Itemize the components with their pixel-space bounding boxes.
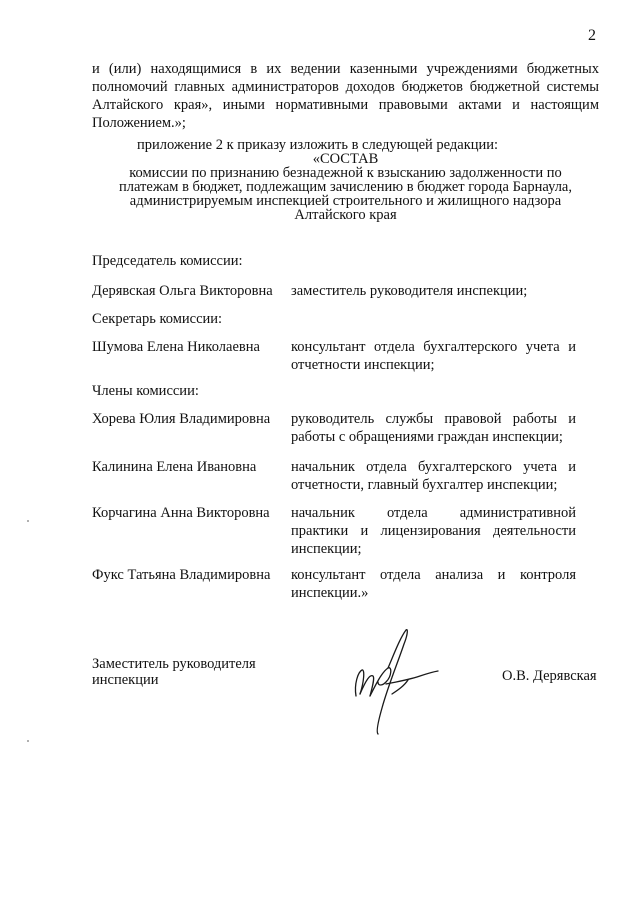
scan-mark [27, 740, 29, 742]
signatory-position-line: инспекции [92, 672, 159, 688]
title-line: комиссии по признанию безнадежной к взысканию задолженности по [129, 165, 562, 181]
title-line: платежам в бюджет, подлежащим зачислению в бюджет города Барнаула, [119, 179, 572, 195]
intro-line: Алтайского края», иными нормативными правовыми актами и настоящим [92, 97, 599, 113]
position-line: начальник отдела бухгалтерского учета и [291, 459, 576, 475]
position-line: отчетности инспекции; [291, 357, 435, 373]
member-name: Калинина Елена Ивановна [92, 459, 257, 475]
position-line: консультант отдела анализа и контроля [291, 567, 576, 583]
intro-line: Положением.»; [92, 115, 186, 131]
page-number: 2 [588, 27, 596, 44]
title-line: «СОСТАВ [312, 151, 379, 167]
member-position [291, 504, 576, 558]
title-line: Алтайского края [294, 207, 397, 223]
signatory-name: О.В. Дерявская [502, 668, 597, 684]
scan-mark [27, 520, 29, 522]
position-line: работы с обращениями граждан инспекции; [291, 429, 563, 445]
composition-title [92, 152, 599, 222]
secretary-heading: Секретарь комиссии: [92, 311, 223, 327]
handwritten-signature [348, 624, 443, 739]
member-position [291, 338, 576, 374]
member-name: Хорева Юлия Владимировна [92, 411, 271, 427]
position-line: начальник отдела административной [291, 505, 576, 521]
intro-paragraph [92, 60, 599, 132]
members-heading: Члены комиссии: [92, 383, 199, 399]
position-line: практики и лицензирования деятельности [291, 523, 576, 539]
member-position [291, 566, 576, 602]
member-position [291, 410, 576, 446]
member-name: Дерявская Ольга Викторовна [92, 283, 273, 299]
position-line: руководитель службы правовой работы и [291, 411, 576, 427]
intro-line: и (или) находящимися в их ведении казенными учреждениями бюджетных [92, 61, 599, 77]
signatory-position [92, 656, 256, 688]
title-line: администрируемым инспекцией строительного и жилищного надзора [129, 193, 562, 209]
position-line: отчетности, главный бухгалтер инспекции; [291, 477, 558, 493]
member-name: Шумова Елена Николаевна [92, 339, 260, 355]
member-position [291, 282, 576, 300]
position-line: консультант отдела бухгалтерского учета и [291, 339, 576, 355]
position-line: инспекции; [291, 541, 362, 557]
position-line: заместитель руководителя инспекции; [291, 283, 528, 299]
member-name: Корчагина Анна Викторовна [92, 505, 270, 521]
chair-heading: Председатель комиссии: [92, 253, 243, 269]
member-position [291, 458, 576, 494]
amendment-text: приложение 2 к приказу изложить в следующей редакции: [137, 137, 499, 153]
signatory-position-line: Заместитель руководителя [92, 656, 256, 672]
intro-line: полномочий главных администраторов доходов бюджетов бюджетной системы [92, 79, 599, 95]
position-line: инспекции.» [291, 585, 369, 601]
member-name: Фукс Татьяна Владимировна [92, 567, 271, 583]
